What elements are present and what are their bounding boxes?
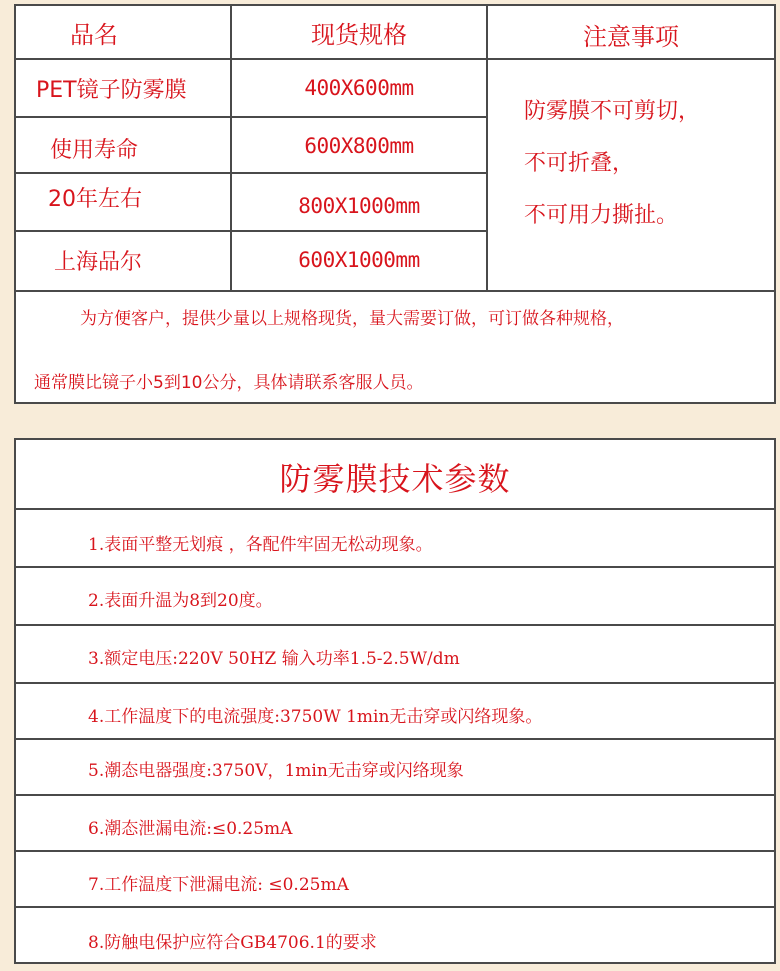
param-item: 1.表面平整无划痕 ，各配件牢固无松动现象。 — [88, 535, 433, 555]
param-item: 4.工作温度下的电流强度:3750W 1min无击穿或闪络现象。 — [88, 707, 543, 727]
header-notice: 注意事项 — [583, 22, 679, 51]
notice-line: 不可用力撕扯。 — [524, 203, 679, 228]
tech-title: 防雾膜技术参数 — [279, 460, 511, 498]
notice-line: 防雾膜不可剪切， — [524, 99, 701, 124]
grid-line — [16, 624, 774, 626]
footnote-line: 为方便客户，提供少量以上规格现货，量大需要订做，可订做各种规格， — [80, 309, 624, 329]
param-item: 2.表面升温为8到20度。 — [88, 591, 273, 611]
header-stock-size: 现货规格 — [311, 20, 407, 49]
row-size: 600X1000mm — [298, 248, 420, 272]
notice-text — [524, 86, 700, 242]
footnote-line: 通常膜比镜子小5到10公分，具体请联系客服人员。 — [34, 373, 424, 393]
param-item: 8.防触电保护应符合GB4706.1的要求 — [88, 933, 377, 953]
row-size: 400X600mm — [304, 76, 414, 100]
row-name: 上海品尔 — [54, 249, 143, 275]
param-item: 6.潮态泄漏电流:≤0.25mA — [88, 819, 293, 839]
spec-table — [14, 4, 776, 404]
header-product-name: 品名 — [70, 20, 118, 49]
param-item: 5.潮态电器强度:3750V，1min无击穿或闪络现象 — [88, 761, 464, 781]
tech-params-table — [14, 438, 776, 964]
row-name: 20年左右 — [48, 186, 142, 212]
grid-line — [16, 566, 774, 568]
row-name: PET镜子防雾膜 — [36, 77, 187, 103]
grid-line — [16, 850, 774, 852]
grid-line — [16, 738, 774, 740]
grid-line — [16, 508, 774, 510]
row-size: 600X800mm — [304, 134, 414, 158]
row-size: 800X1000mm — [298, 194, 420, 218]
notice-line: 不可折叠， — [524, 151, 635, 176]
grid-line — [16, 682, 774, 684]
param-item: 3.额定电压:220V 50HZ 输入功率1.5-2.5W/dm — [88, 649, 460, 669]
param-item: 7.工作温度下泄漏电流: ≤0.25mA — [88, 875, 349, 895]
grid-line — [16, 906, 774, 908]
grid-line — [16, 794, 774, 796]
grid-line — [16, 290, 774, 292]
row-name: 使用寿命 — [50, 137, 139, 163]
